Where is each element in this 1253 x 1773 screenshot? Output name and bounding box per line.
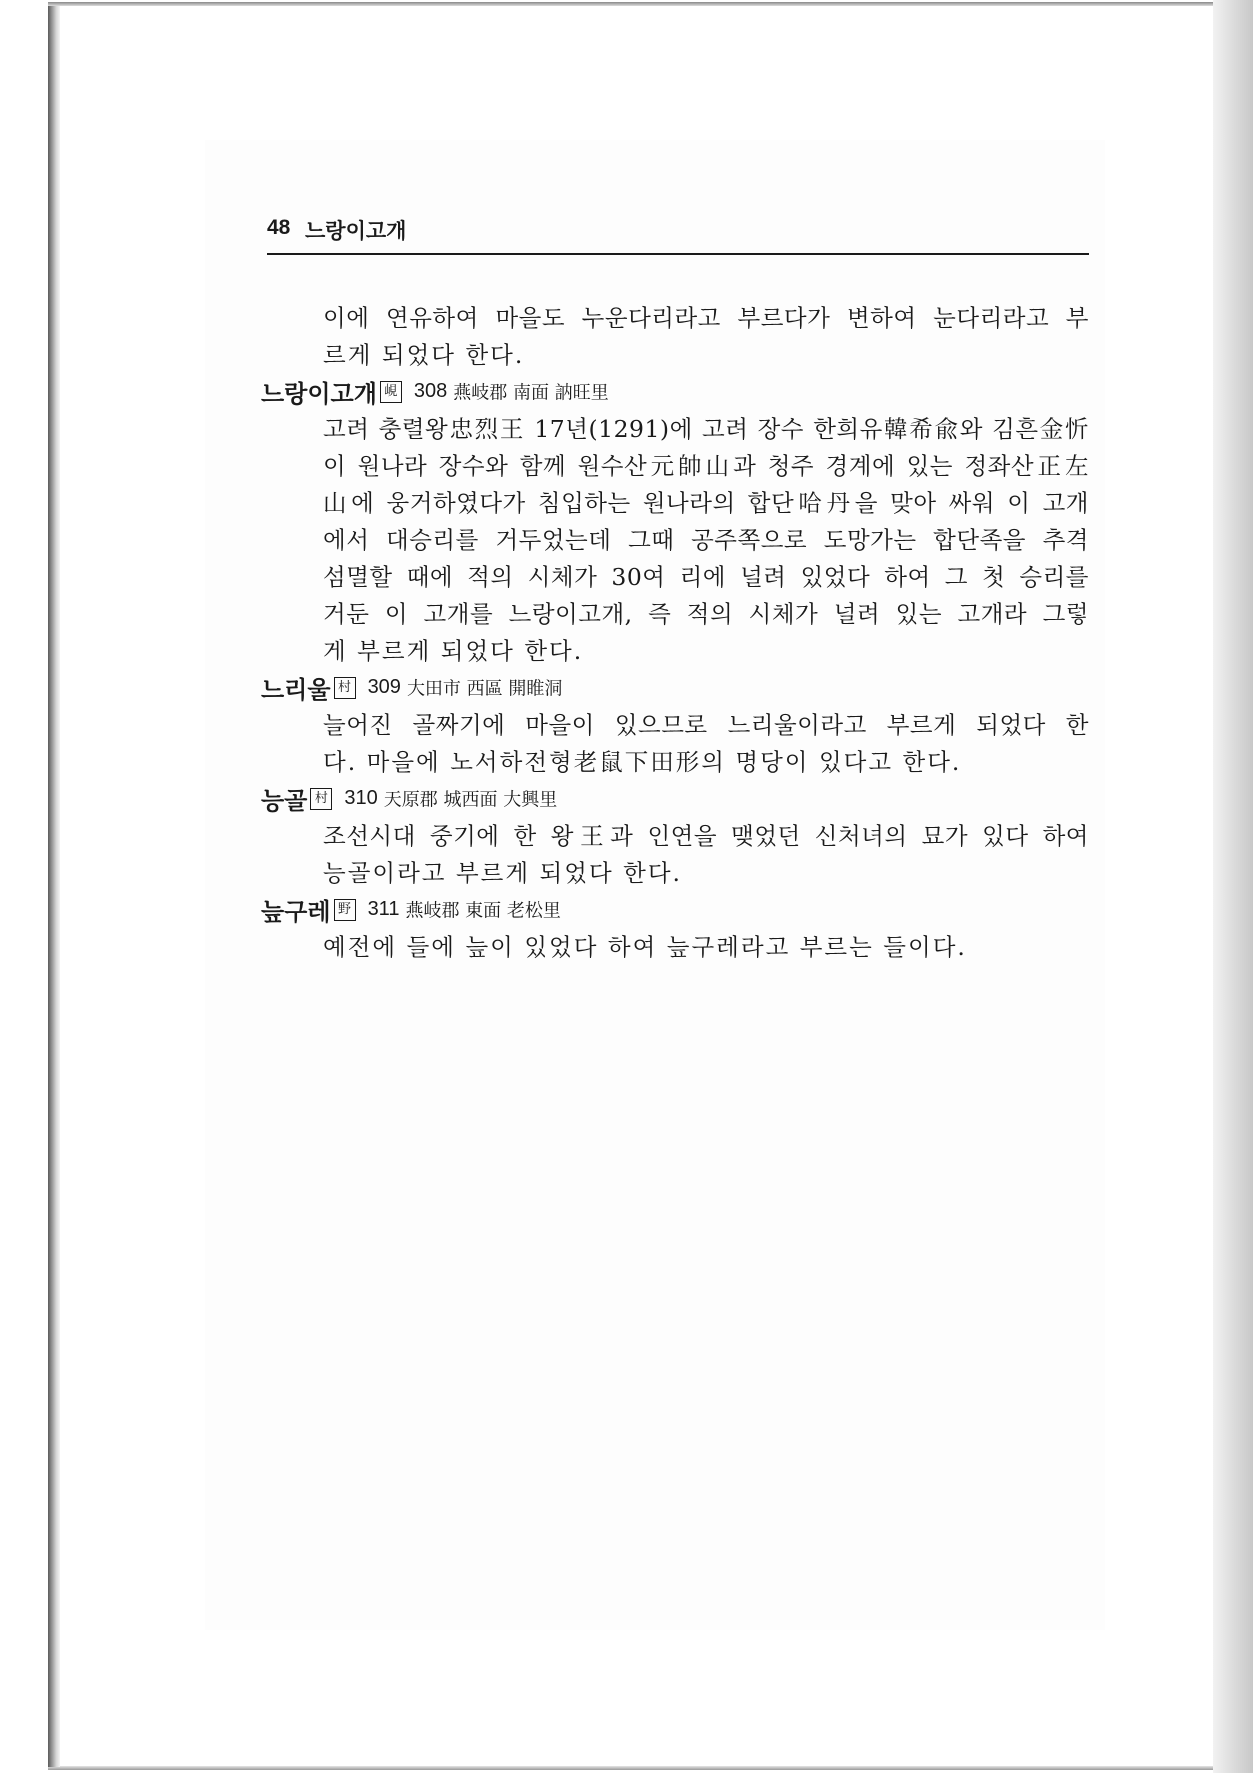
body-line: 에서 대승리를 거두었는데 그때 공주쪽으로 도망가는 합단족을 추격 — [323, 526, 1089, 554]
entry-number: 308 — [413, 380, 448, 402]
body-line: 고려 충렬왕忠烈王 17년(1291)에 고려 장수 한희유韓希兪와 김흔金忻 — [323, 415, 1089, 443]
body-line: 예전에 들에 늪이 있었다 하여 늪구레라고 부르는 들이다. — [323, 933, 967, 961]
entry-term: 느랑이고개 — [261, 380, 377, 408]
entry-heading — [261, 892, 561, 928]
body-line: 山에 웅거하였다가 침입하는 원나라의 합단哈丹을 맞아 싸워 이 고개 — [323, 489, 1089, 517]
type-mark-box: 峴 — [380, 381, 402, 403]
page-top-edge — [48, 2, 1213, 6]
entry-number: 310 — [344, 787, 378, 809]
entry-location: 燕岐郡 南面 訥旺里 — [453, 382, 609, 404]
page-margin-left — [0, 0, 50, 1773]
entry-term: 느리울 — [261, 676, 331, 704]
entry-location: 燕岐郡 東面 老松里 — [405, 900, 561, 922]
entry-heading — [261, 781, 557, 817]
body-line: 조선시대 중기에 한 왕王과 인연을 맺었던 신처녀의 묘가 있다 하여 — [323, 822, 1089, 850]
body-line: 거둔 이 고개를 느랑이고개, 즉 적의 시체가 널려 있는 고개라 그렇 — [323, 600, 1089, 628]
type-mark-box: 野 — [334, 899, 356, 921]
entry-term: 능골 — [261, 787, 308, 815]
entry-heading — [261, 374, 609, 410]
page-right-shadow — [1213, 0, 1253, 1773]
body-line: 르게 되었다 한다. — [323, 341, 525, 369]
type-mark-box: 村 — [334, 677, 356, 699]
entry-term: 늪구레 — [261, 898, 331, 926]
body-line: 다. 마을에 노서하전형老鼠下田形의 명당이 있다고 한다. — [323, 748, 962, 776]
entry-heading — [261, 670, 562, 706]
book-spine-shadow — [48, 6, 60, 1767]
entry-number: 309 — [367, 676, 401, 698]
entry-number: 311 — [367, 898, 400, 920]
header-title: 느랑이고개 — [305, 219, 407, 243]
body-line: 섬멸할 때에 적의 시체가 30여 리에 널려 있었다 하여 그 첫 승리를 — [323, 563, 1089, 591]
body-line: 능골이라고 부르게 되었다 한다. — [323, 859, 682, 887]
body-line: 늘어진 골짜기에 마을이 있으므로 느리울이라고 부르게 되었다 한 — [323, 711, 1089, 739]
page-bottom-edge — [48, 1766, 1213, 1770]
entry-location: 天原郡 城西面 大興里 — [383, 789, 558, 811]
page-number: 48 — [267, 216, 291, 239]
body-line: 이에 연유하여 마을도 누운다리라고 부르다가 변하여 눈다리라고 부 — [323, 304, 1089, 332]
body-line: 이 원나라 장수와 함께 원수산元帥山과 청주 경계에 있는 정좌산正左 — [323, 452, 1089, 480]
entry-location: 大田市 西區 開睢洞 — [406, 678, 563, 700]
body-line: 게 부르게 되었다 한다. — [323, 637, 584, 665]
type-mark-box: 村 — [310, 788, 332, 810]
running-header — [267, 213, 1089, 255]
